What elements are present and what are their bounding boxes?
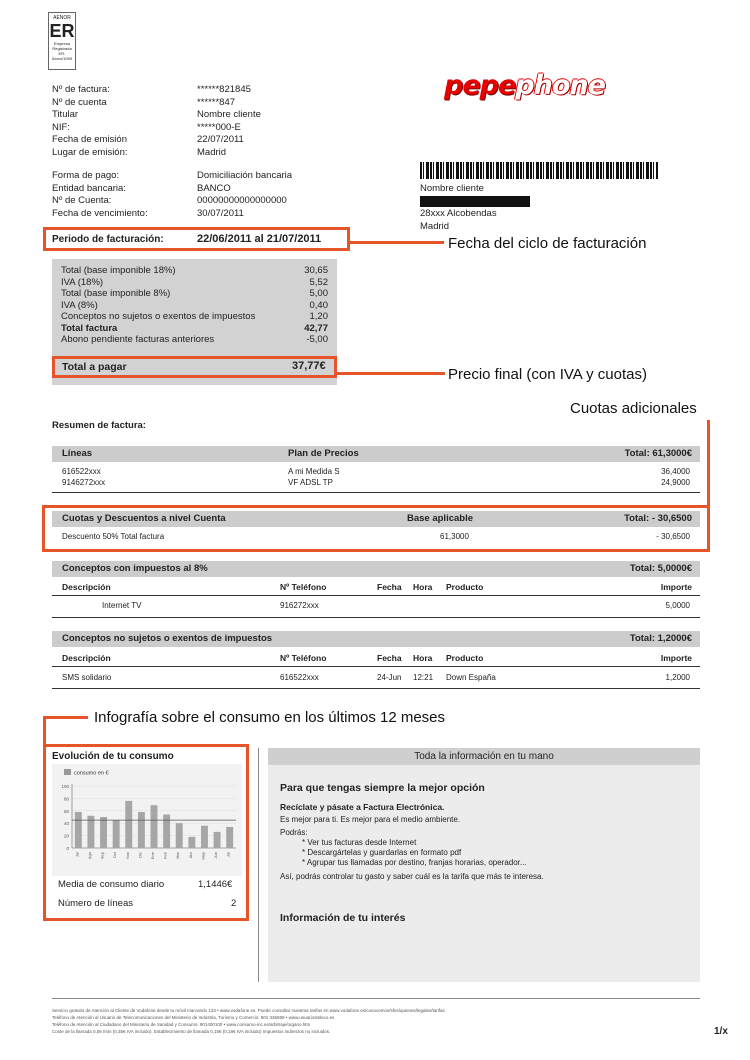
line-amount: 36,4000: [661, 467, 690, 476]
col-header: Fecha: [377, 653, 402, 663]
y-tick-label: 60: [63, 808, 69, 814]
invoice-info: [52, 84, 261, 159]
line-number: 616522xxx: [62, 467, 101, 476]
x-tick-label: Jun: [213, 852, 219, 859]
info-value: 22/07/2011: [197, 134, 244, 145]
invoice-info-row: [52, 134, 261, 147]
exempt-columns: [52, 653, 700, 667]
table-rule: [52, 688, 700, 689]
certification-logo: [48, 12, 76, 70]
table-total: Total: 5,0000€: [629, 563, 692, 574]
info-label: Fecha de vencimiento:: [52, 207, 148, 219]
payment-info-row: [52, 195, 292, 208]
address-name: Nombre cliente: [420, 183, 484, 194]
info-value: *****000-E: [197, 121, 241, 133]
panel-divider: [258, 748, 259, 982]
annotation-connector: [350, 241, 444, 244]
footer-line: Teléfono de Atención al Ciudadano del Ministerio de Sanidad y Consumo: 901400100 • www.consumo-inc.es/arbitraje/organo.htm: [52, 1022, 311, 1027]
col-header: Importe: [660, 653, 692, 663]
total-to-pay-value: 37,77€: [292, 360, 326, 372]
chart-bar: [75, 812, 82, 848]
col-header: Base aplicable: [407, 513, 474, 524]
consumption-chart: [52, 764, 242, 876]
info-closing: Así, podrás controlar tu gasto y saber cuál es la tarifa que más te interesa.: [280, 872, 544, 881]
billing-period-value: 22/06/2011 al 21/07/2011: [197, 233, 322, 245]
col-header: Cuotas y Descuentos a nivel Cuenta: [62, 513, 226, 524]
brand-part1: pepe: [444, 70, 516, 101]
col-header: Plan de Precios: [288, 448, 359, 459]
totals-row: [61, 265, 328, 277]
table-rule: [52, 617, 700, 618]
col-header: Total: - 30,6500: [624, 513, 692, 524]
totals-row: [61, 311, 328, 323]
invoice-info-row: [52, 84, 261, 97]
totals-label: Total (base imponible 18%): [61, 265, 176, 276]
info-line: Es mejor para ti. Es mejor para el medio ambiente.: [280, 815, 461, 824]
info-bullet: * Ver tus facturas desde Internet: [302, 838, 417, 847]
line-number: 9146272xxx: [62, 478, 106, 487]
annotation-final-price: Precio final (con IVA y cuotas): [448, 366, 647, 383]
totals-label: Total factura: [61, 322, 118, 334]
annotation-cycle: Fecha del ciclo de facturación: [448, 235, 647, 252]
x-tick-label: Ago: [86, 852, 92, 860]
info-label: Lugar de emisión:: [52, 146, 128, 158]
info-label: Nº de cuenta: [52, 96, 107, 108]
exempt-table-header: [52, 631, 700, 647]
concept-description: Internet TV: [102, 601, 142, 610]
col-header: Líneas: [62, 448, 93, 459]
redacted-address: [420, 196, 530, 207]
y-tick-label: 0: [66, 846, 69, 851]
chart-bar: [125, 801, 132, 848]
billing-period-label: Periodo de facturación:: [52, 234, 164, 245]
col-header: Producto: [446, 582, 484, 592]
line-plan: A mi Medida S: [288, 467, 340, 476]
chart-legend: consumo en €: [74, 770, 109, 777]
info-label: Fecha de emisión: [52, 134, 127, 145]
invoice-info-row: [52, 122, 261, 135]
info-label: Nº de factura:: [52, 84, 110, 95]
x-tick-label: Abr: [187, 852, 193, 859]
table-title: Conceptos no sujetos o exentos de impuestos: [62, 633, 273, 644]
info-panel-header: Toda la información en tu mano: [268, 748, 700, 765]
lines-count-value: 2: [231, 898, 237, 909]
chart-bar: [138, 812, 145, 848]
col-header: Descripción: [62, 582, 111, 592]
info-value: Nombre cliente: [197, 109, 261, 120]
tax8-columns: [52, 582, 700, 596]
totals-value: 30,65: [304, 265, 328, 276]
footer-rule: [52, 998, 700, 999]
col-header: Hora: [413, 653, 433, 663]
x-tick-label: Dic: [137, 852, 143, 858]
info-interest-title: Información de tu interés: [280, 912, 406, 924]
totals-value: 5,52: [309, 276, 328, 288]
fee-description: Descuento 50% Total factura: [62, 532, 165, 541]
col-header: Fecha: [377, 582, 402, 592]
chart-bar: [188, 837, 195, 848]
info-value: Madrid: [197, 146, 227, 158]
totals-label: Conceptos no sujetos o exentos de impuestos: [61, 311, 256, 322]
totals-value: 5,00: [309, 288, 328, 299]
info-label: Titular: [52, 109, 79, 120]
chart-bar: [226, 827, 233, 848]
certification-line2: Registrada: [52, 46, 72, 51]
address-city: 28xxx Alcobendas: [420, 208, 497, 219]
certification-code: ER-0xxxx/1999: [51, 51, 73, 61]
y-tick-label: 100: [61, 784, 69, 789]
totals-label: IVA (18%): [61, 276, 104, 288]
address-block: [420, 183, 484, 196]
chart-bar: [87, 816, 94, 848]
payment-info-row: [52, 183, 292, 196]
info-bullet: * Descargártelas y guardarlas en formato pdf: [302, 848, 462, 857]
tax8-table-header: [52, 561, 700, 577]
certification-top: AENOR: [53, 15, 71, 21]
info-label: NIF:: [52, 121, 70, 133]
col-header: Hora: [413, 582, 433, 592]
address-lines: [420, 208, 497, 233]
col-header: Nº Teléfono: [280, 653, 327, 663]
concept-phone: 616522xxx: [280, 673, 319, 682]
x-tick-label: Jul: [74, 852, 80, 858]
totals-row-total: [61, 323, 328, 335]
barcode: [420, 162, 658, 179]
col-header: Nº Teléfono: [280, 582, 327, 592]
lines-count-label: Número de líneas: [58, 898, 133, 909]
footer-line: Coste de la llamada 0,06 /min (0,35€ IVA incluido). Establecimiento de llamada 0,15€ (0,18€ IVA incluido) Impuestos indirectos no incluidos.: [52, 1029, 331, 1034]
info-label: Nº de Cuenta:: [52, 195, 112, 206]
certification-line1: Empresa: [53, 41, 70, 46]
address-province: Madrid: [420, 220, 450, 232]
concept-time: 12:21: [413, 673, 434, 682]
concept-product: Down España: [446, 673, 496, 682]
chart-bar: [151, 805, 158, 848]
payment-info-row: [52, 170, 292, 183]
consumption-title: Evolución de tu consumo: [52, 751, 174, 762]
concept-amount: 1,2000: [665, 673, 690, 682]
page-number: 1/x: [714, 1026, 728, 1037]
table-title: Conceptos con impuestos al 8%: [62, 563, 208, 574]
annotation-connector: [43, 716, 88, 719]
annotation-connector: [337, 372, 445, 375]
concept-date: 24-Jun: [377, 673, 402, 682]
payment-info: [52, 170, 292, 220]
totals-row: [61, 277, 328, 289]
y-tick-label: 20: [63, 833, 69, 839]
annotation-extra-fees: Cuotas adicionales: [570, 400, 697, 417]
y-tick-label: 80: [63, 796, 69, 802]
chart-bar: [113, 820, 120, 848]
footer-line: Servicio gratuito de Atención al Cliente de Vodafone desde tu móvil marcando 123 • www.vodafone.es. Puede consultar nuestras tarifas en www.vodafone.es/conocemos/sfes/quienes/legales/tarifas: [52, 1008, 445, 1013]
invoice-info-row: [52, 147, 261, 160]
info-value: Domiciliación bancaria: [197, 170, 293, 181]
annotation-infographic: Infografía sobre el consumo en los últimos 12 meses: [94, 709, 446, 726]
totals-value: 1,20: [309, 311, 328, 322]
line-amount: 24,9000: [661, 478, 690, 487]
x-tick-label: Feb: [162, 852, 168, 859]
brand-logo: [444, 70, 605, 101]
y-tick-label: 40: [63, 821, 69, 827]
footer-line: Teléfono de Atención al Usuario de Telecomunicaciones del Ministerio de Industria, Turismo y Comercio: 901 336699 • www.usuariosteleco.es: [52, 1015, 335, 1020]
fee-amount: - 30,6500: [656, 532, 690, 541]
summary-title: Resumen de factura:: [52, 420, 146, 431]
chart-bar: [100, 817, 107, 848]
col-header: Descripción: [62, 653, 111, 663]
annotation-connector: [43, 716, 46, 744]
concept-amount: 5,0000: [665, 601, 690, 610]
info-bullet: * Agrupar tus llamadas por destino, franjas horarias, operador...: [302, 858, 527, 867]
table-total: Total: 1,2000€: [629, 633, 692, 644]
x-tick-label: Jul: [225, 852, 231, 858]
totals-label: Abono pendiente facturas anteriores: [61, 334, 215, 345]
chart-bar: [163, 815, 170, 848]
concept-description: SMS solidario: [62, 673, 112, 682]
x-tick-label: Sep: [99, 852, 105, 860]
totals-row: [61, 300, 328, 312]
certification-mark: ER: [49, 21, 75, 41]
payment-info-row: [52, 208, 292, 221]
info-can-label: Podrás:: [280, 828, 308, 837]
x-tick-label: May: [200, 852, 206, 860]
col-header: Importe: [660, 582, 692, 592]
info-label: Entidad bancaria:: [52, 182, 126, 194]
daily-consumption-label: Media de consumo diario: [58, 879, 165, 890]
invoice-info-row: [52, 109, 261, 122]
x-tick-label: Oct: [112, 852, 118, 859]
chart-bar: [176, 823, 183, 848]
info-value: 00000000000000000: [197, 195, 287, 206]
brand-part2: phone: [515, 70, 605, 101]
concept-phone: 916272xxx: [280, 601, 319, 610]
table-rule: [52, 492, 700, 493]
totals-value: 42,77: [304, 322, 328, 334]
info-value: 30/07/2011: [197, 207, 244, 219]
info-panel: [268, 748, 700, 982]
daily-consumption-value: 1,1446€: [198, 879, 233, 890]
totals-value: 0,40: [309, 299, 328, 311]
info-value: ******847: [197, 96, 236, 108]
x-tick-label: Nov: [124, 852, 130, 860]
total-to-pay-label: Total a pagar: [62, 361, 127, 373]
fee-base: 61,3000: [440, 532, 469, 541]
info-value: BANCO: [197, 182, 231, 194]
info-subtitle: Para que tengas siempre la mejor opción: [280, 782, 485, 794]
chart-bar: [214, 832, 221, 848]
chart-bar: [201, 826, 208, 848]
col-header: Producto: [446, 653, 484, 663]
totals-label: Total (base imponible 8%): [61, 288, 171, 299]
fees-table-header: [52, 511, 700, 527]
invoice-info-row: [52, 97, 261, 110]
info-label: Forma de pago:: [52, 170, 120, 181]
line-plan: VF ADSL TP: [288, 478, 333, 487]
info-bold-line: Recíclate y pásate a Factura Electrónica.: [280, 802, 445, 812]
totals-value: -5,00: [306, 334, 328, 345]
totals-label: IVA (8%): [61, 299, 98, 311]
col-header: Total: 61,3000€: [624, 448, 692, 459]
lines-table-header: [52, 446, 700, 462]
totals-row: [61, 334, 328, 346]
x-tick-label: Mar: [175, 852, 181, 859]
info-value: ******821845: [197, 84, 251, 95]
x-tick-label: Ene: [150, 852, 155, 860]
totals-row: [61, 288, 328, 300]
